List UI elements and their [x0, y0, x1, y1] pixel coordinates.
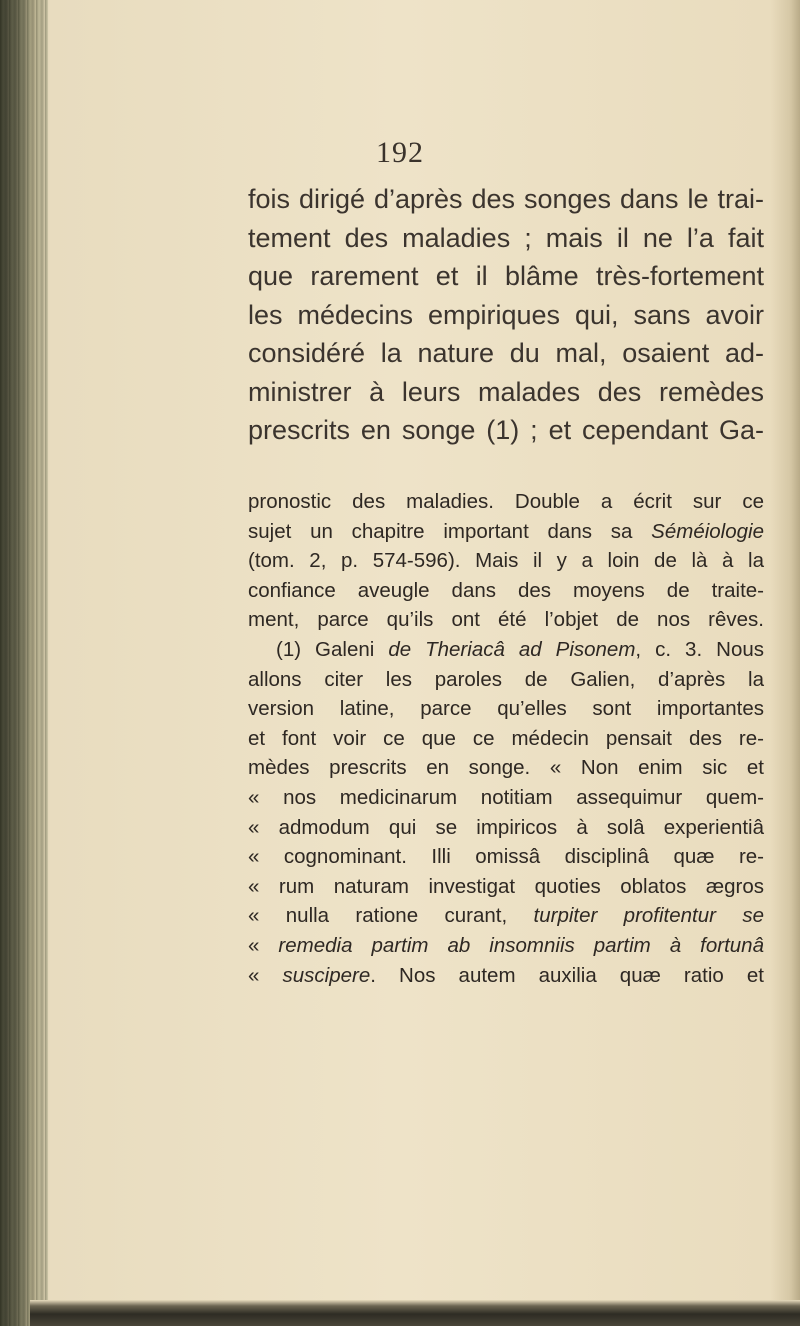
footnote-line: mèdes prescrits en songe. « Non enim sic et: [248, 756, 764, 780]
footnote-line: « rum naturam investigat quoties oblatos ægros: [248, 874, 764, 898]
footnote-line: confiance aveugle dans des moyens de traite-: [248, 578, 764, 602]
footnote-marker-text: (1) Galeni: [276, 637, 389, 661]
footnote-italic-quote: turpiter profitentur se: [533, 904, 764, 928]
main-text-line: fois dirigé d’après des songes dans le trai-: [248, 184, 764, 214]
footnote-line: pronostic des maladies. Double a écrit sur ce: [248, 490, 764, 513]
footnote-line: [248, 901, 764, 931]
page-bottom-edge: [30, 1300, 800, 1326]
footnote-line: version latine, parce qu’elles sont importantes: [248, 697, 764, 721]
main-text-line: les médecins empiriques qui, sans avoir: [248, 299, 764, 330]
main-text-line: que rarement et il blâme très-fortement: [248, 261, 764, 291]
footnote-text: «: [248, 963, 283, 987]
footnote-italic-quote: remedia partim ab insomniis partim à fortunâ: [278, 933, 764, 957]
footnote-line: [248, 635, 764, 665]
footnotes-block: [248, 487, 764, 990]
footnote-text: « nulla ratione curant,: [248, 904, 534, 928]
main-text-line: tement des maladies ; mais il ne l’a fait: [248, 222, 764, 253]
page-binding-edge: [0, 0, 48, 1326]
footnote-text: , c. 3. Nous: [635, 637, 764, 661]
footnote-text: sujet un chapitre important dans sa: [248, 519, 652, 543]
footnote-italic-quote: suscipere: [282, 963, 371, 987]
page-number: 192: [376, 136, 424, 169]
footnote-italic-title: de Theriacâ ad Pisonem: [388, 637, 636, 661]
footnote-line: (tom. 2, p. 574-596). Mais il y a loin de là à la: [248, 549, 764, 573]
footnote-line: ment, parce qu’ils ont été l’objet de nos rêves.: [248, 608, 764, 632]
footnote-line: « nos medicinarum notitiam assequimur quem-: [248, 785, 764, 809]
footnote-line: [248, 931, 764, 961]
footnote-line: « admodum qui se impiricos à solâ experientiâ: [248, 815, 764, 839]
main-text-line: ministrer à leurs malades des remèdes: [248, 376, 764, 407]
footnote-text: . Nos autem auxilia quæ ratio et: [370, 963, 764, 987]
main-text-block: [248, 180, 764, 450]
footnote-line: [248, 961, 764, 991]
footnote-text: «: [248, 933, 279, 957]
footnote-line: et font voir ce que ce médecin pensait des re-: [248, 726, 764, 750]
main-text-line: prescrits en songe (1) ; et cependant Ga-: [248, 415, 764, 445]
footnote-line: allons citer les paroles de Galien, d’après la: [248, 667, 764, 691]
main-text-line: considéré la nature du mal, osaient ad-: [248, 338, 764, 368]
footnote-line: « cognominant. Illi omissâ disciplinâ quæ re-: [248, 845, 764, 869]
footnote-italic-title: Séméiologie: [651, 519, 764, 543]
footnote-line: [248, 517, 764, 547]
